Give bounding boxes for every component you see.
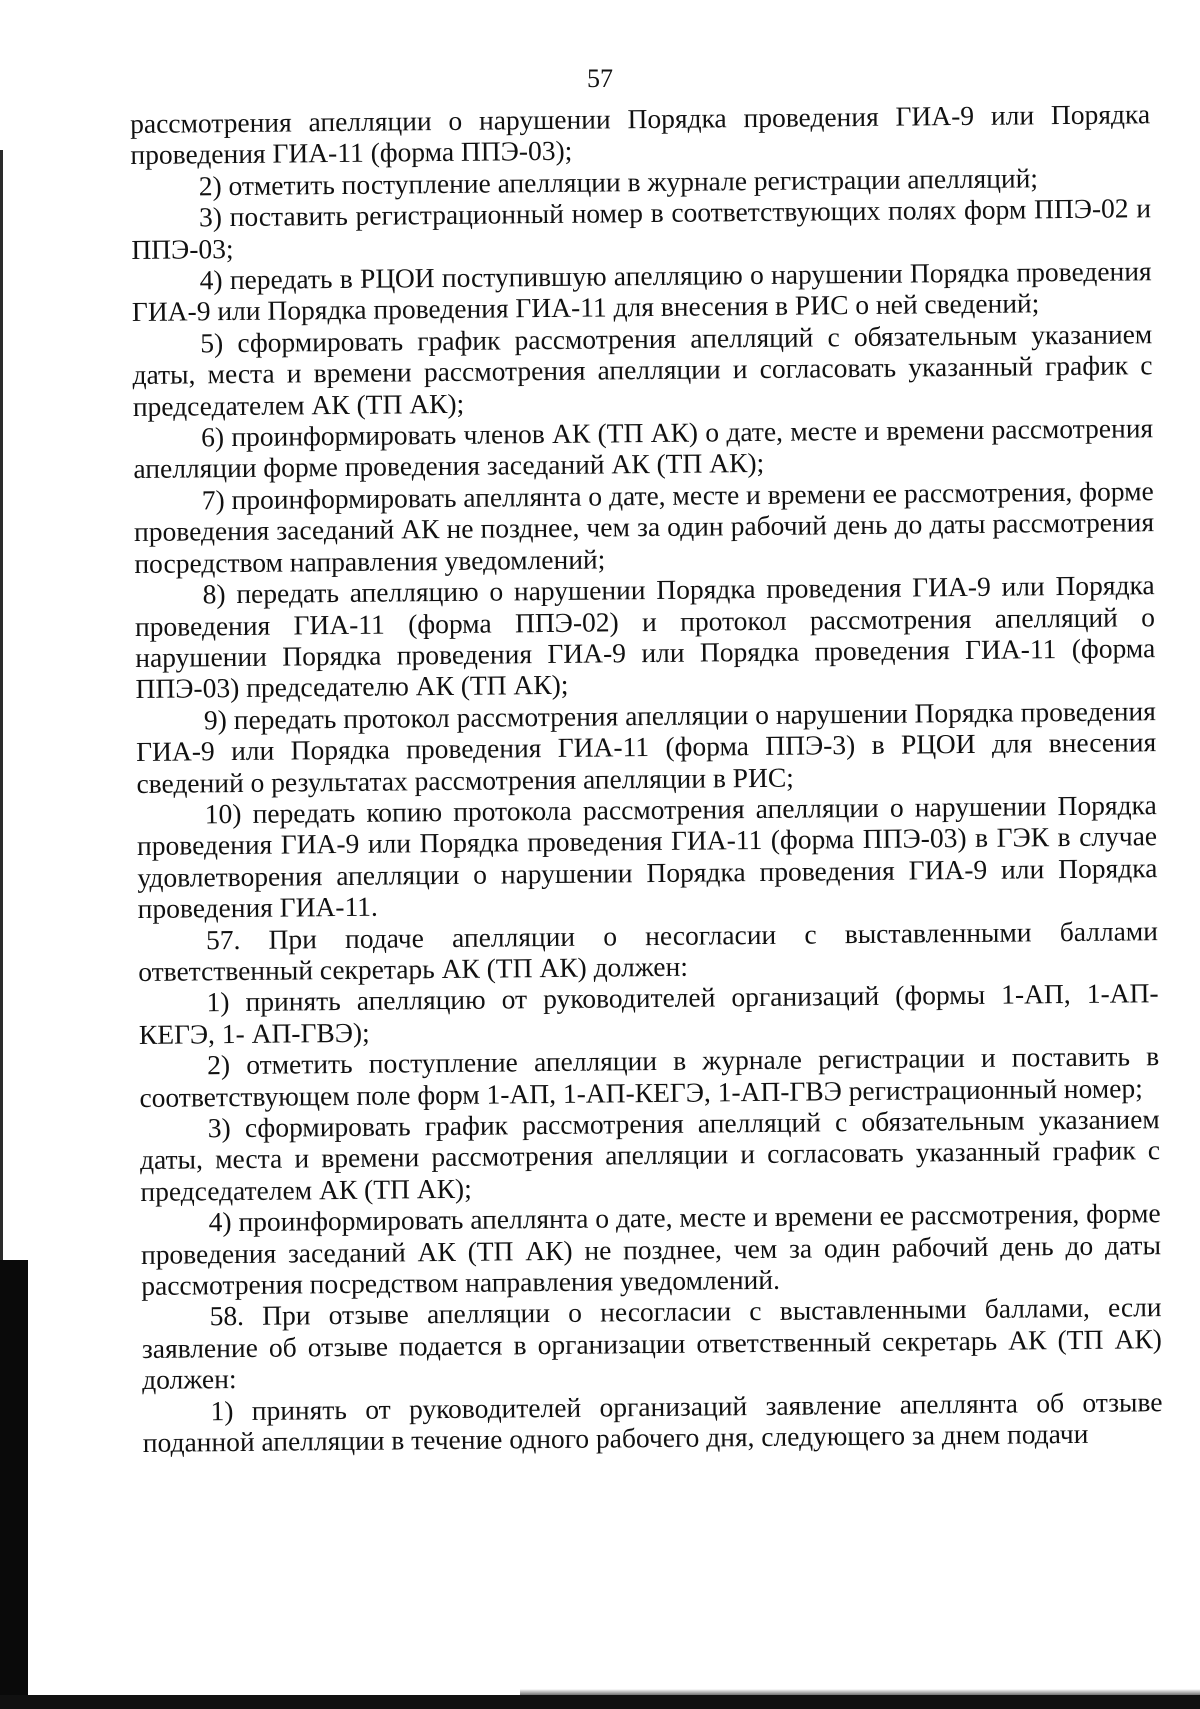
paragraph: 1) принять от руководителей организаций заявление апеллянта об отзыве поданной апелляции в течение одного рабочего дня, следующего за днем подачи	[142, 1385, 1163, 1459]
paragraph: 5) сформировать график рассмотрения апелляций с обязательным указанием даты, места и времени рассмотрения апелляции и согласовать указанный график с председателем АК (ТП АК);	[132, 318, 1153, 422]
scan-edge-left	[0, 1260, 28, 1709]
document-body	[130, 98, 1163, 1458]
paragraph: 1) принять апелляцию от руководителей организаций (формы 1-АП, 1-АП-КЕГЭ, 1- АП-ГВЭ);	[138, 977, 1159, 1050]
paragraph: 58. При отзыве апелляции о несогласии с выставленными баллами, если заявление об отзыве подается в организации ответственный секретарь АК (ТП АК) должен:	[141, 1291, 1163, 1396]
scan-edge-left-line	[0, 150, 3, 1260]
paragraph: 10) передать копию протокола рассмотрения апелляции о нарушении Порядка проведения ГИА-9 или Порядка проведения ГИА-11 (форма ППЭ-03) в ГЭК в случае удовлетворения апелляции о нарушении Порядка проведения ГИА-9 или Порядка проведения ГИА-11.	[136, 789, 1158, 925]
paragraph: рассмотрения апелляции о нарушении Порядка проведения ГИА-9 или Порядка проведения ГИА-11 (форма ППЭ-03);	[130, 98, 1151, 171]
paragraph: 7) проинформировать апеллянта о дате, месте и времени ее рассмотрения, форме проведения заседаний АК не позднее, чем за один рабочий день до даты рассмотрения посредством направления уведомлений;	[133, 475, 1155, 579]
paragraph: 6) проинформировать членов АК (ТП АК) о дате, месте и времени рассмотрения апелляции форме проведения заседаний АК (ТП АК);	[133, 412, 1154, 485]
paragraph: 4) проинформировать апеллянта о дате, месте и времени ее рассмотрения, форме проведения заседаний АК (ТП АК) не позднее, чем за один рабочий день до даты рассмотрения посредством направления уведомлений.	[140, 1197, 1162, 1301]
paragraph: 2) отметить поступление апелляции в журнале регистрации апелляций;	[198, 162, 1039, 202]
paragraph: 3) поставить регистрационный номер в соответствующих полях форм ППЭ-02 и ППЭ-03;	[131, 192, 1152, 265]
paragraph: 2) отметить поступление апелляции в журнале регистрации и поставить в соответствующем поле форм 1-АП, 1-АП-КЕГЭ, 1-АП-ГВЭ регистрационный номер;	[139, 1040, 1160, 1113]
page-number: 57	[587, 64, 613, 93]
paragraph: 3) сформировать график рассмотрения апелляций с обязательным указанием даты, места и времени рассмотрения апелляции и согласовать указанный график с председателем АК (ТП АК);	[139, 1103, 1161, 1207]
paragraph: 4) передать в РЦОИ поступившую апелляцию о нарушении Порядка проведения ГИА-9 или Порядка проведения ГИА-11 для внесения в РИС о ней сведений;	[131, 255, 1152, 328]
paragraph: 9) передать протокол рассмотрения апелляции о нарушении Порядка проведения ГИА-9 или Порядка проведения ГИА-11 (форма ППЭ-3) в РЦОИ для внесения сведений о результатах рассмотрения апелляции в РИС;	[136, 694, 1157, 799]
scan-edge-bottom	[0, 1695, 1200, 1709]
paragraph: 8) передать апелляцию о нарушении Порядка проведения ГИА-9 или Порядка проведения ГИА-11 (форма ППЭ-02) и протокол рассмотрения апелляций о нарушении Порядка проведения ГИА-9 или Порядка проведения ГИА-11 (форма ППЭ-03) председателю АК (ТП АК);	[134, 569, 1156, 705]
paragraph: 57. При подаче апелляции о несогласии с выставленными баллами ответственный секретарь АК (ТП АК) должен:	[138, 914, 1159, 987]
